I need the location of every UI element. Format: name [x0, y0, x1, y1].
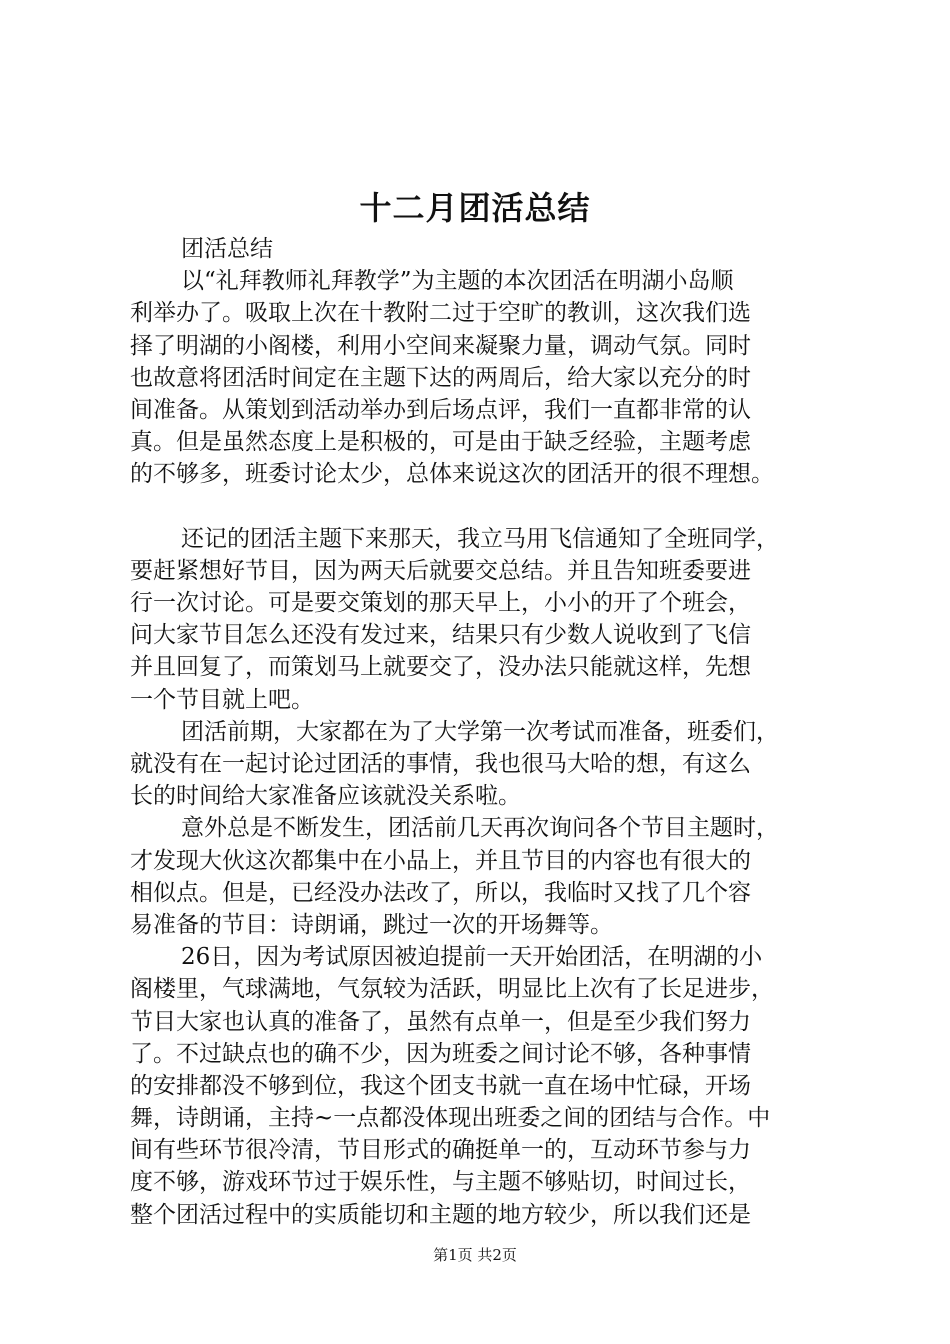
paragraph-1-line: 间准备。从策划到活动举办到后场点评，我们一直都非常的认: [130, 396, 751, 423]
page-number-footer: 第1页 共2页: [433, 1246, 517, 1264]
paragraph-1-line: 的不够多，班委讨论太少，总体来说这次的团活开的很不理想。: [130, 461, 774, 488]
document-body: [130, 233, 840, 1231]
paragraph-5-line: 阁楼里，气球满地，气氛较为活跃，明显比上次有了长足进步，: [130, 976, 774, 1003]
paragraph-1-line: 也故意将团活时间定在主题下达的两周后，给大家以充分的时: [130, 364, 751, 391]
paragraph-5-line: 节目大家也认真的准备了，虽然有点单一，但是至少我们努力: [130, 1008, 751, 1035]
paragraph-4-line: 才发现大伙这次都集中在小品上，并且节目的内容也有很大的: [130, 847, 751, 874]
paragraph-5-line: 了。不过缺点也的确不少，因为班委之间讨论不够，各种事情: [130, 1040, 751, 1067]
paragraph-4-line: 意外总是不断发生，团活前几天再次询问各个节目主题时，: [181, 815, 779, 842]
paragraph-2-line: 并且回复了，而策划马上就要交了，没办法只能就这样，先想: [130, 654, 751, 681]
paragraph-1-line: 真。但是虽然态度上是积极的，可是由于缺乏经验，主题考虑: [130, 429, 751, 456]
paragraph-4-line: 易准备的节目：诗朗诵，跳过一次的开场舞等。: [130, 911, 613, 938]
paragraph-5-line: 舞，诗朗诵，主持~一点都没体现出班委之间的团结与合作。中: [130, 1105, 771, 1132]
paragraph-5-line: 度不够，游戏环节过于娱乐性，与主题不够贴切，时间过长，: [130, 1169, 751, 1196]
paragraph-1-line: 利举办了。吸取上次在十教附二过于空旷的教训，这次我们选: [130, 300, 751, 327]
document-title: 十二月团活总结: [359, 189, 591, 227]
paragraph-2-line: 一个节目就上吧。: [130, 686, 314, 713]
paragraph-2-line: 行一次讨论。可是要交策划的那天早上，小小的开了个班会，: [130, 590, 751, 617]
paragraph-2-line: 问大家节目怎么还没有发过来，结果只有少数人说收到了飞信: [130, 622, 751, 649]
paragraph-4-line: 相似点。但是，已经没办法改了，所以，我临时又找了几个容: [130, 879, 751, 906]
subtitle-line: 团活总结: [181, 236, 273, 262]
paragraph-5-line: 间有些环节很冷清，节目形式的确挺单一的，互动环节参与力: [130, 1137, 751, 1164]
paragraph-3-line: 团活前期，大家都在为了大学第一次考试而准备，班委们，: [181, 718, 779, 745]
paragraph-2-line: 还记的团活主题下来那天，我立马用飞信通知了全班同学，: [181, 525, 779, 552]
paragraph-5-line: 的安排都没不够到位，我这个团支书就一直在场中忙碌，开场: [130, 1072, 751, 1099]
paragraph-1-line: 择了明湖的小阁楼，利用小空间来凝聚力量，调动气氛。同时: [130, 332, 751, 359]
paragraph-5-line: 26日，因为考试原因被迫提前一天开始团活，在明湖的小: [181, 944, 763, 971]
paragraph-1-line: 以“礼拜教师礼拜教学”为主题的本次团活在明湖小岛顺: [181, 268, 734, 295]
paragraph-5-line: 整个团活过程中的实质能切和主题的地方较少，所以我们还是: [130, 1201, 751, 1228]
paragraph-3-line: 长的时间给大家准备应该就没关系啦。: [130, 783, 521, 810]
paragraph-gap: [130, 491, 840, 523]
paragraph-3-line: 就没有在一起讨论过团活的事情，我也很马大哈的想，有这么: [130, 751, 751, 777]
paragraph-2-line: 要赶紧想好节目，因为两天后就要交总结。并且告知班委要进: [130, 557, 751, 584]
